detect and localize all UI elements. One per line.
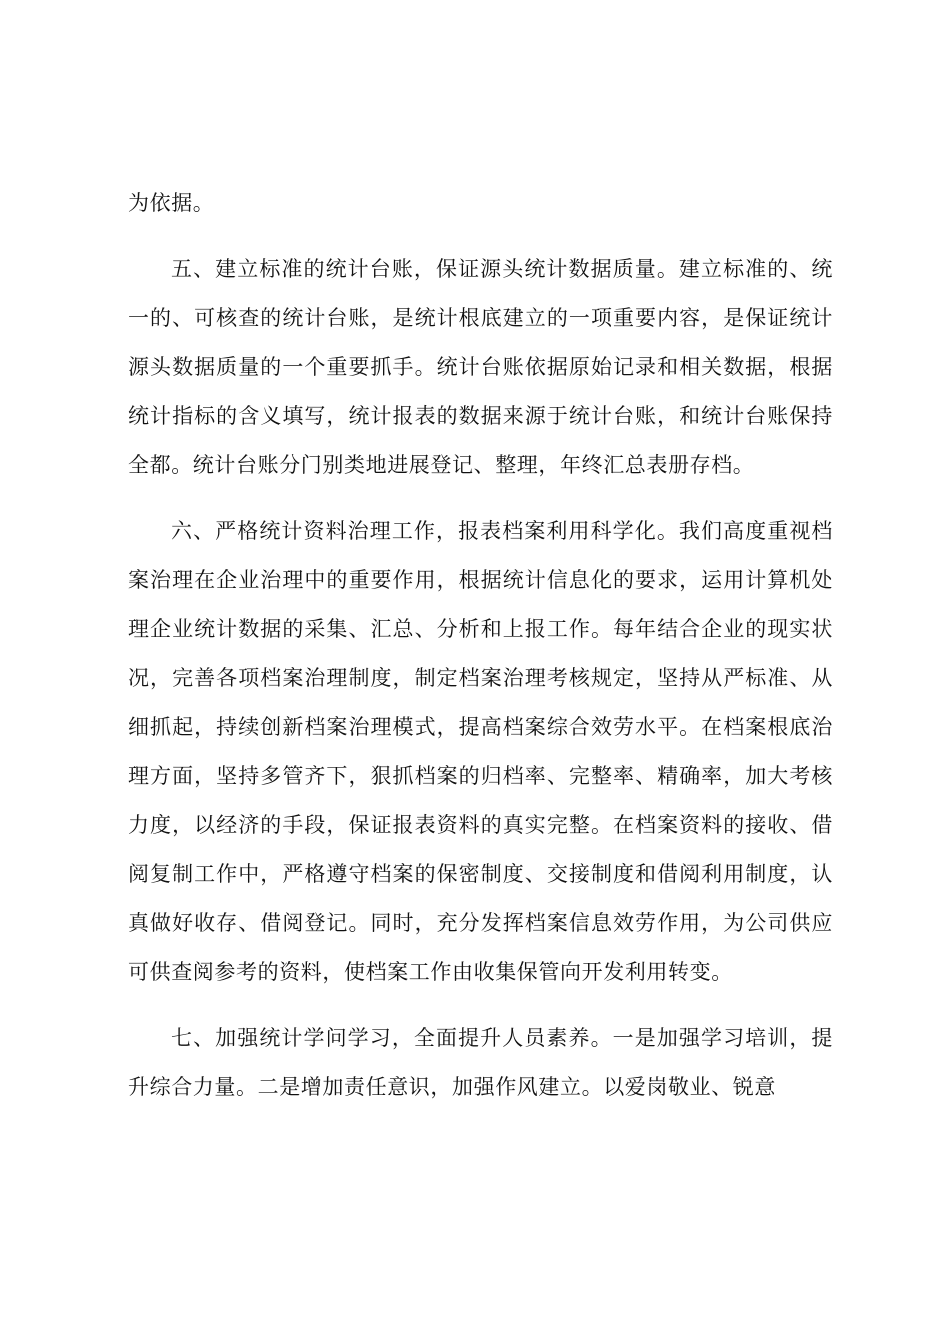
- paragraph-section-seven: 七、加强统计学问学习，全面提升人员素养。一是加强学习培训，提升综合力量。二是增加责任意识，加强作风建立。以爱岗敬业、锐意: [128, 1026, 833, 1099]
- paragraph-continuation: 为依据。: [128, 191, 215, 215]
- paragraph-section-six: 六、严格统计资料治理工作，报表档案利用科学化。我们高度重视档案治理在企业治理中的重要作用，根据统计信息化的要求，运用计算机处理企业统计数据的采集、汇总、分析和上报工作。每年结合企业的现实状况，完善各项档案治理制度，制定档案治理考核规定，坚持从严标准、从细抓起，持续创新档案治理模式，提高档案综合效劳水平。在档案根底治理方面，坚持多管齐下，狠抓档案的归档率、完整率、精确率，加大考核力度，以经济的手段，保证报表资料的真实完整。在档案资料的接收、借阅复制工作中，严格遵守档案的保密制度、交接制度和借阅利用制度，认真做好收存、借阅登记。同时，充分发挥档案信息效劳作用，为公司供应可供查阅参考的资料，使档案工作由收集保管向开发利用转变。: [128, 519, 833, 984]
- paragraph-section-five: 五、建立标准的统计台账，保证源头统计数据质量。建立标准的、统一的、可核查的统计台账，是统计根底建立的一项重要内容，是保证统计源头数据质量的一个重要抓手。统计台账依据原始记录和相关数据，根据统计指标的含义填写，统计报表的数据来源于统计台账，和统计台账保持全都。统计台账分门别类地进展登记、整理，年终汇总表册存档。: [128, 257, 833, 477]
- document-body: [128, 179, 833, 1129]
